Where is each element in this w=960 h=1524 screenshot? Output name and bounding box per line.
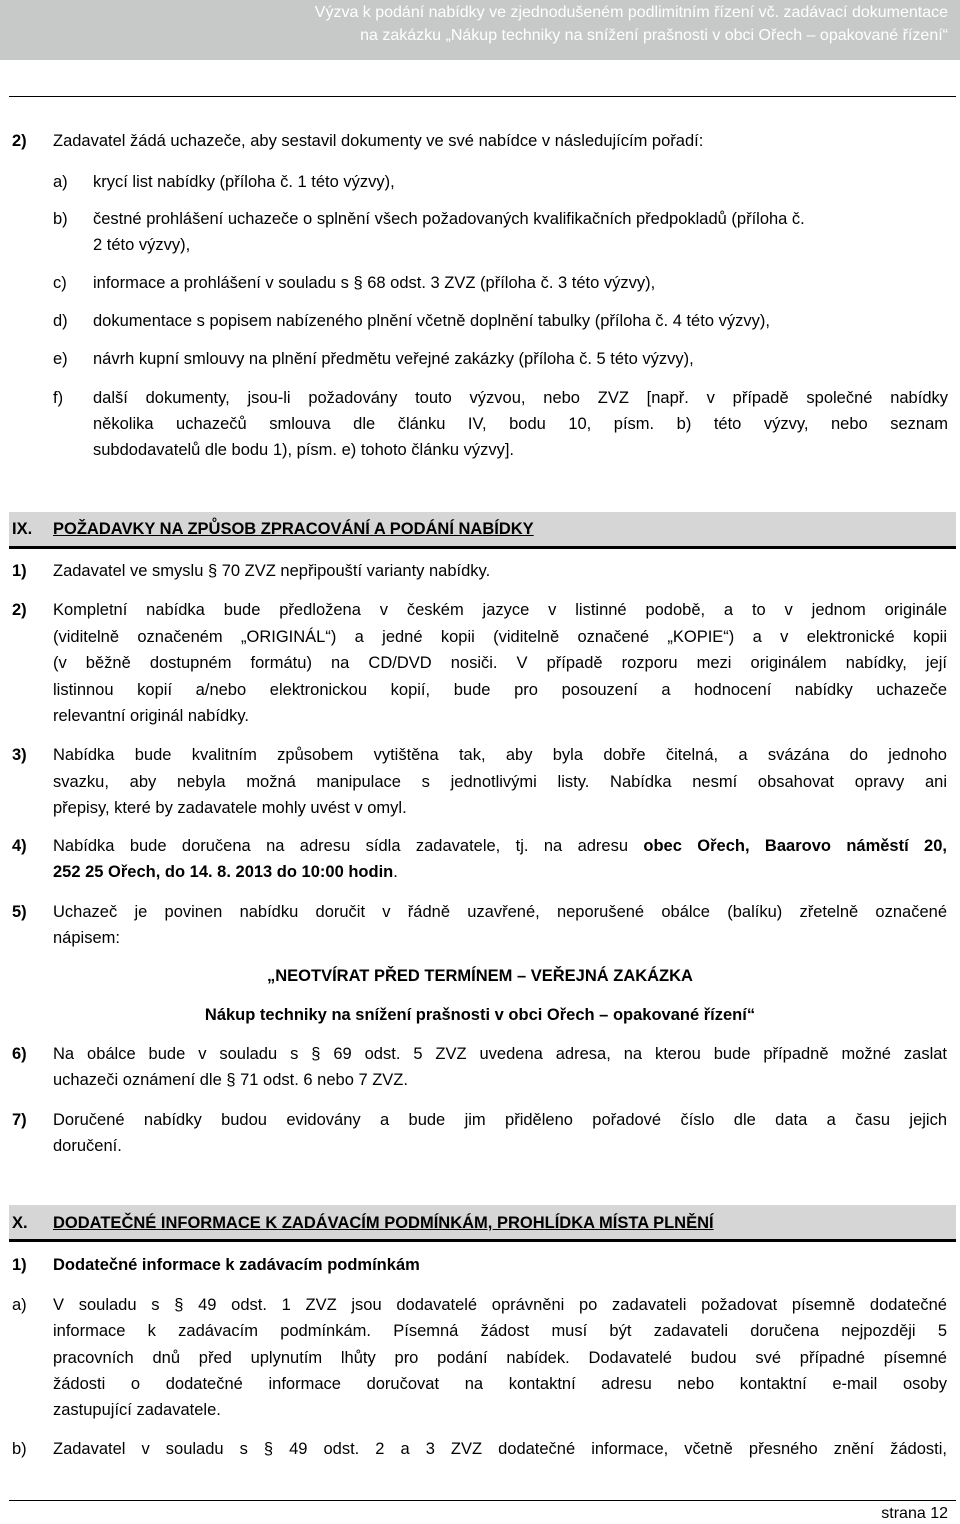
paragraph-line: 252 25 Ořech, do 14. 8. 2013 do 10:00 hodin.: [53, 863, 398, 881]
paragraph-line: Zadavatel v souladu s § 49 odst. 2 a 3 ZVZ dodatečné informace, včetně přesného znění žádosti,: [53, 1440, 947, 1458]
top-rule: [9, 96, 956, 97]
list-item-c: informace a prohlášení v souladu s § 68 odst. 3 ZVZ (příloha č. 3 této výzvy),: [93, 274, 656, 292]
section-rule-ix: [9, 546, 956, 549]
paragraph-line: doručení.: [53, 1137, 122, 1155]
section-title: POŽADAVKY NA ZPŮSOB ZPRACOVÁNÍ A PODÁNÍ NABÍDKY: [53, 520, 534, 538]
section-title: DODATEČNÉ INFORMACE K ZADÁVACÍM PODMÍNKÁM, PROHLÍDKA MÍSTA PLNĚNÍ: [53, 1214, 714, 1232]
paragraph-line: Na obálce bude v souladu s § 69 odst. 5 ZVZ uvedena adresa, na kterou bude případně možné zaslat: [53, 1045, 947, 1063]
item-number: 2): [12, 132, 27, 150]
item-text: Zadavatel žádá uchazeče, aby sestavil dokumenty ve své nabídce v následujícím pořadí:: [53, 132, 704, 150]
item-number: 4): [12, 837, 27, 855]
list-item-a: krycí list nabídky (příloha č. 1 této výzvy),: [93, 173, 395, 191]
paragraph-line: Nabídka bude doručena na adresu sídla zadavatele, tj. na adresu obec Ořech, Baarovo náměstí 20,: [53, 837, 947, 855]
paragraph-line: (v běžně dostupném formátu) na CD/DVD nosiči. V případě rozporu mezi originálem nabídky, její: [53, 654, 947, 672]
envelope-caption-2: Nákup techniky na snížení prašnosti v obci Ořech – opakované řízení“: [204, 1006, 756, 1024]
list-item-b-line1: čestné prohlášení uchazeče o splnění všech požadovaných kvalifikačních předpokladů (příloha č.: [93, 210, 805, 228]
paragraph-line: nápisem:: [53, 929, 120, 947]
subsection-title: Dodatečné informace k zadávacím podmínkám: [53, 1256, 420, 1274]
list-label: b): [53, 210, 68, 228]
paragraph-line: pracovních dnů před uplynutím lhůty pro podání nabídek. Dodavatelé budou své případné písemné: [53, 1349, 947, 1367]
paragraph-line: Nabídka bude kvalitním způsobem vytištěna tak, aby byla dobře čitelná, a svázána do jednoho: [53, 746, 947, 764]
paragraph-line: V souladu s § 49 odst. 1 ZVZ jsou dodavatelé oprávněni po zadavateli požadovat písemně dodatečné: [53, 1296, 947, 1314]
envelope-caption-1: „NEOTVÍRAT PŘED TERMÍNEM – VEŘEJNÁ ZAKÁZKA: [267, 967, 693, 985]
list-item-f-line3: subdodavatelů dle bodu 1), písm. e) tohoto článku výzvy].: [93, 441, 514, 459]
section-rule-x: [9, 1239, 956, 1242]
item-number: 1): [12, 562, 27, 580]
paragraph-line: přepisy, které by zadavatele mohly uvést v omyl.: [53, 799, 407, 817]
page-header: [0, 0, 960, 60]
paragraph-line: zastupující zadavatele.: [53, 1401, 221, 1419]
list-label: d): [53, 312, 68, 330]
paragraph-line: relevantní originál nabídky.: [53, 707, 249, 725]
paragraph-line: informace k zadávacím podmínkám. Písemná žádost musí být zadavateli doručena nejpozději 5: [53, 1322, 947, 1340]
address-bold: obec Ořech, Baarovo náměstí 20,: [643, 837, 947, 855]
item-number: 2): [12, 601, 27, 619]
list-label: e): [53, 350, 68, 368]
list-item-b-line2: 2 této výzvy),: [93, 236, 191, 254]
list-label: a): [53, 173, 68, 191]
deadline-bold: 252 25 Ořech, do 14. 8. 2013 do 10:00 hodin: [53, 863, 394, 881]
footer-rule: [9, 1500, 956, 1501]
paragraph-line: svazku, aby nebyla možná manipulace s jednotlivými listy. Nabídka nesmí obsahovat opravy ani: [53, 773, 947, 791]
item-number: 3): [12, 746, 27, 764]
header-line-1: Výzva k podání nabídky ve zjednodušeném podlimitním řízení vč. zadávací dokumentace: [314, 4, 948, 21]
item-number: 6): [12, 1045, 27, 1063]
list-label: c): [53, 274, 67, 292]
paragraph-line: (viditelně označeném „ORIGINÁL“) a jedné kopii (viditelně označené „KOPIE“) a v elektronické kopii: [53, 628, 947, 646]
section-number: X.: [12, 1214, 28, 1232]
paragraph-line: Kompletní nabídka bude předložena v českém jazyce v listinné podobě, a to v jednom originále: [53, 601, 947, 619]
list-label: a): [12, 1296, 27, 1314]
list-item-e: návrh kupní smlouvy na plnění předmětu veřejné zakázky (příloha č. 5 této výzvy),: [93, 350, 694, 368]
section-number: IX.: [12, 520, 33, 538]
paragraph-line: Doručené nabídky budou evidovány a bude jim přiděleno pořadové číslo dle data a času jejich: [53, 1111, 947, 1129]
item-number: 5): [12, 903, 27, 921]
item-number: 7): [12, 1111, 27, 1129]
list-item-d: dokumentace s popisem nabízeného plnění včetně doplnění tabulky (příloha č. 4 této výzvy),: [93, 312, 770, 330]
list-label: b): [12, 1440, 27, 1458]
paragraph: Zadavatel ve smyslu § 70 ZVZ nepřipouští varianty nabídky.: [53, 562, 491, 580]
paragraph-line: uchazeči oznámení dle § 71 odst. 6 nebo 7 ZVZ.: [53, 1071, 408, 1089]
item-number: 1): [12, 1256, 27, 1274]
list-item-f-line2: několika uchazečů smlouva dle článku IV, bodu 10, písm. b) této výzvy, nebo seznam: [93, 415, 948, 433]
list-item-f-line1: další dokumenty, jsou-li požadovány touto výzvou, nebo ZVZ [např. v případě společné nabídky: [93, 389, 948, 407]
paragraph-line: listinnou kopií a/nebo elektronickou kopií, bude pro posouzení a hodnocení nabídky uchazeče: [53, 681, 947, 699]
paragraph-line: Uchazeč je povinen nabídku doručit v řádně uzavřené, neporušené obálce (balíku) zřetelně označené: [53, 903, 947, 921]
header-line-2: na zakázku „Nákup techniky na snížení prašnosti v obci Ořech – opakované řízení“: [360, 27, 948, 44]
page-number: strana 12: [881, 1505, 948, 1522]
paragraph-line: žádosti o dodatečné informace doručovat na kontaktní adresu nebo kontaktní e-mail osoby: [53, 1375, 947, 1393]
list-label: f): [53, 389, 64, 407]
